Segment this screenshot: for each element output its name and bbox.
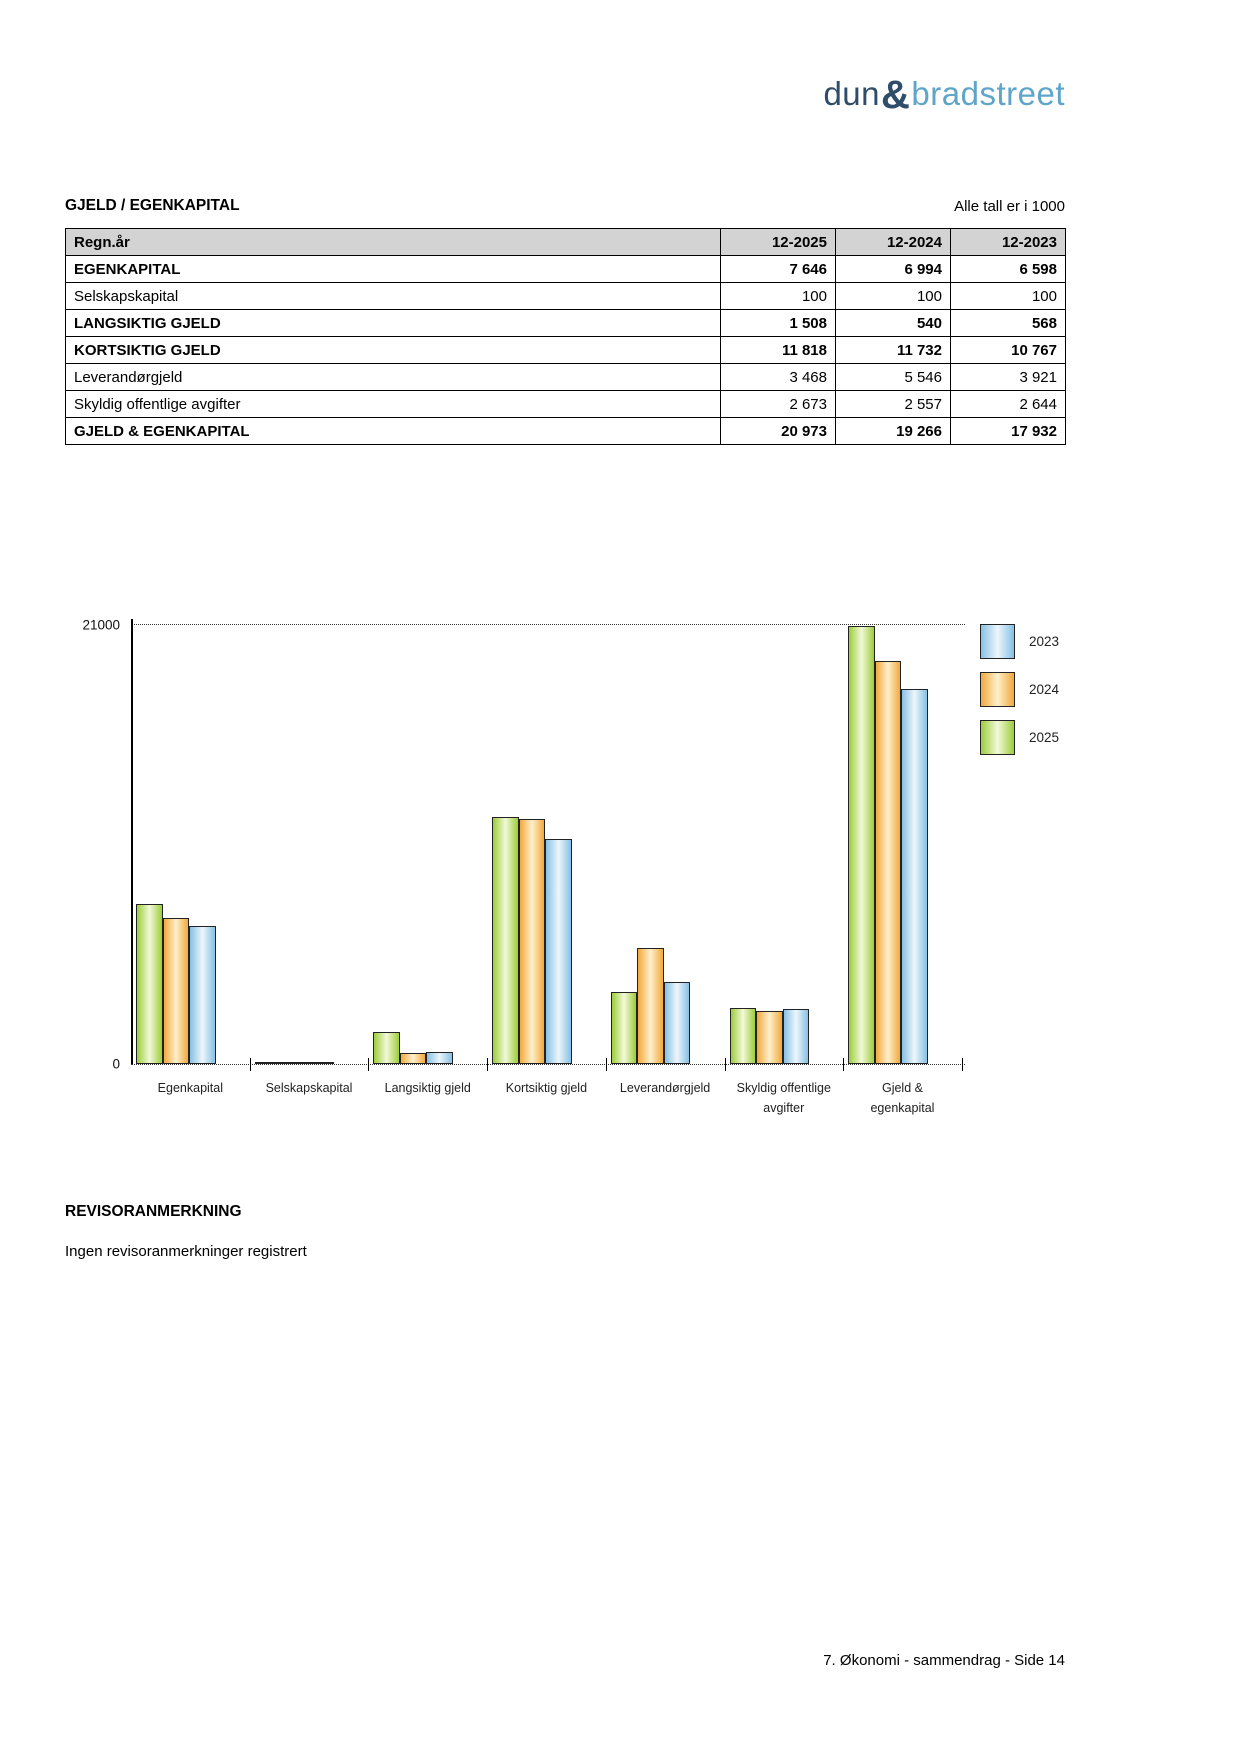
row-value: 100 bbox=[721, 283, 836, 310]
table-row bbox=[66, 310, 1066, 337]
row-value: 11 732 bbox=[836, 337, 951, 364]
row-value: 11 818 bbox=[721, 337, 836, 364]
x-axis-baseline bbox=[131, 1064, 965, 1065]
category-label: Egenkapital bbox=[157, 1081, 223, 1095]
bar-2024 bbox=[519, 819, 546, 1064]
bar-2025 bbox=[255, 1062, 282, 1064]
row-value: 540 bbox=[836, 310, 951, 337]
row-value: 3 921 bbox=[951, 364, 1066, 391]
row-label: GJELD & EGENKAPITAL bbox=[66, 418, 721, 445]
table-row bbox=[66, 364, 1066, 391]
chart-legend bbox=[980, 624, 1059, 768]
row-value: 100 bbox=[951, 283, 1066, 310]
bar-2024 bbox=[400, 1053, 427, 1064]
category-labels bbox=[131, 1078, 962, 1118]
bar-2025 bbox=[136, 904, 163, 1064]
y-axis-label-max: 21000 bbox=[82, 617, 120, 633]
legend-item bbox=[980, 672, 1059, 707]
row-value: 3 468 bbox=[721, 364, 836, 391]
legend-swatch-2023 bbox=[980, 624, 1015, 659]
row-label: Skyldig offentlige avgifter bbox=[66, 391, 721, 418]
bar-2023 bbox=[664, 982, 691, 1064]
x-axis-tick bbox=[843, 1058, 844, 1071]
row-value: 5 546 bbox=[836, 364, 951, 391]
bar-2023 bbox=[545, 839, 572, 1064]
legend-swatch-2025 bbox=[980, 720, 1015, 755]
bar-2023 bbox=[189, 926, 216, 1064]
column-header-2024: 12-2024 bbox=[836, 229, 951, 256]
x-axis-tick bbox=[606, 1058, 607, 1071]
dnb-logo bbox=[0, 70, 1065, 115]
bar-2025 bbox=[730, 1008, 757, 1064]
row-value: 1 508 bbox=[721, 310, 836, 337]
section-title: GJELD / EGENKAPITAL bbox=[65, 197, 240, 214]
row-value: 7 646 bbox=[721, 256, 836, 283]
page-footer: 7. Økonomi - sammendrag - Side 14 bbox=[823, 1652, 1065, 1669]
y-axis-label-zero: 0 bbox=[112, 1056, 120, 1072]
legend-label: 2025 bbox=[1029, 730, 1060, 745]
logo-ampersand-icon: & bbox=[881, 73, 911, 117]
x-axis-tick bbox=[487, 1058, 488, 1071]
legend-item bbox=[980, 720, 1059, 755]
balance-table bbox=[65, 228, 1066, 445]
table-row bbox=[66, 418, 1066, 445]
bar-group bbox=[250, 625, 369, 1064]
category-label: Leverandørgjeld bbox=[619, 1081, 711, 1095]
row-value: 6 994 bbox=[836, 256, 951, 283]
bar-group bbox=[368, 625, 487, 1064]
table-row bbox=[66, 391, 1066, 418]
bar-2025 bbox=[611, 992, 638, 1064]
column-header-2023: 12-2023 bbox=[951, 229, 1066, 256]
bar-2025 bbox=[848, 626, 875, 1064]
x-axis-tick bbox=[250, 1058, 251, 1071]
logo-text-dun: dun bbox=[823, 75, 881, 112]
bar-2025 bbox=[492, 817, 519, 1064]
bar-2024 bbox=[756, 1011, 783, 1064]
bar-2024 bbox=[163, 918, 190, 1064]
table-row bbox=[66, 256, 1066, 283]
column-header-2025: 12-2025 bbox=[721, 229, 836, 256]
row-value: 20 973 bbox=[721, 418, 836, 445]
row-value: 2 673 bbox=[721, 391, 836, 418]
legend-swatch-2024 bbox=[980, 672, 1015, 707]
row-label: LANGSIKTIG GJELD bbox=[66, 310, 721, 337]
bar-2024 bbox=[875, 661, 902, 1064]
legend-label: 2024 bbox=[1029, 682, 1060, 697]
row-value: 100 bbox=[836, 283, 951, 310]
row-value: 10 767 bbox=[951, 337, 1066, 364]
legend-label: 2023 bbox=[1029, 634, 1060, 649]
plot-area bbox=[131, 625, 962, 1064]
row-label: Leverandørgjeld bbox=[66, 364, 721, 391]
row-label: Selskapskapital bbox=[66, 283, 721, 310]
bar-2024 bbox=[637, 948, 664, 1064]
bar-2024 bbox=[281, 1062, 308, 1064]
row-value: 6 598 bbox=[951, 256, 1066, 283]
bar-2025 bbox=[373, 1032, 400, 1064]
row-value: 19 266 bbox=[836, 418, 951, 445]
category-label: Selskapskapital bbox=[265, 1081, 353, 1095]
bar-group bbox=[487, 625, 606, 1064]
section-header bbox=[65, 197, 1065, 215]
row-label: EGENKAPITAL bbox=[66, 256, 721, 283]
units-note: Alle tall er i 1000 bbox=[954, 198, 1065, 215]
table-row bbox=[66, 283, 1066, 310]
bar-group bbox=[843, 625, 962, 1064]
category-label: Langsiktig gjeld bbox=[384, 1081, 471, 1095]
row-value: 2 557 bbox=[836, 391, 951, 418]
table-header-row bbox=[66, 229, 1066, 256]
row-value: 2 644 bbox=[951, 391, 1066, 418]
bar-group bbox=[725, 625, 844, 1064]
bar-2023 bbox=[426, 1052, 453, 1064]
column-header-regnaar: Regn.år bbox=[66, 229, 721, 256]
bar-2023 bbox=[901, 689, 928, 1064]
balance-bar-chart bbox=[65, 610, 1075, 1140]
row-label: KORTSIKTIG GJELD bbox=[66, 337, 721, 364]
row-value: 17 932 bbox=[951, 418, 1066, 445]
category-label: Skyldig offentlige avgifter bbox=[736, 1081, 831, 1115]
remarks-body: Ingen revisoranmerkninger registrert bbox=[65, 1243, 307, 1260]
bar-group bbox=[606, 625, 725, 1064]
bar-2023 bbox=[783, 1009, 810, 1064]
x-axis-tick bbox=[725, 1058, 726, 1071]
row-value: 568 bbox=[951, 310, 1066, 337]
auditor-remarks bbox=[65, 1203, 307, 1260]
category-label: Kortsiktig gjeld bbox=[505, 1081, 588, 1095]
bar-2023 bbox=[308, 1062, 335, 1064]
x-axis-tick bbox=[962, 1058, 963, 1071]
category-label: Gjeld & egenkapital bbox=[870, 1081, 935, 1115]
logo-text-bradstreet: bradstreet bbox=[911, 75, 1065, 112]
remarks-heading: REVISORANMERKNING bbox=[65, 1203, 242, 1220]
bar-group bbox=[131, 625, 250, 1064]
table-row bbox=[66, 337, 1066, 364]
x-axis-tick bbox=[368, 1058, 369, 1071]
legend-item bbox=[980, 624, 1059, 659]
